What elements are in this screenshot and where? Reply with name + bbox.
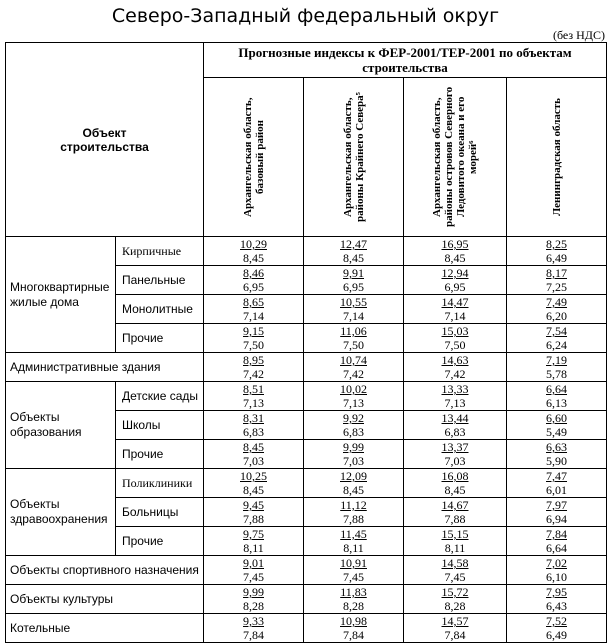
index-previous: 8,11	[343, 541, 364, 555]
index-cell	[204, 498, 304, 527]
index-current: 16,95	[441, 237, 469, 251]
index-cell	[404, 353, 507, 382]
index-current: 7,54	[546, 324, 568, 338]
index-previous: 7,03	[343, 454, 364, 468]
index-previous: 7,50	[444, 338, 466, 352]
index-cell	[404, 324, 507, 353]
index-current: 7,47	[546, 469, 568, 483]
table-row	[6, 237, 607, 266]
index-cell	[304, 498, 404, 527]
index-previous: 7,42	[243, 367, 264, 381]
index-current: 9,75	[243, 527, 264, 541]
index-current: 10,74	[340, 353, 367, 367]
index-previous: 6,83	[243, 425, 264, 439]
index-cell	[204, 614, 304, 643]
column-header	[204, 78, 304, 237]
index-previous: 6,49	[546, 628, 568, 642]
index-previous: 8,45	[444, 483, 466, 497]
group-label: Объекты спортивного назначения	[6, 556, 204, 585]
index-current: 13,37	[441, 440, 469, 454]
index-current: 7,84	[546, 527, 568, 541]
index-current: 9,15	[243, 324, 264, 338]
index-previous: 7,25	[546, 280, 568, 294]
index-cell	[204, 527, 304, 556]
index-cell	[204, 585, 304, 614]
index-previous: 8,45	[343, 483, 364, 497]
index-cell	[204, 237, 304, 266]
subgroup-label: Кирпичные	[116, 237, 204, 266]
index-current: 9,91	[343, 266, 364, 280]
index-current: 7,52	[546, 614, 568, 628]
table-row	[6, 556, 607, 585]
index-current: 6,64	[546, 382, 568, 396]
index-current: 6,63	[546, 440, 568, 454]
subgroup-label: Школы	[116, 411, 204, 440]
index-cell	[304, 353, 404, 382]
index-cell	[507, 382, 607, 411]
group-label: Административные здания	[6, 353, 204, 382]
index-current: 14,67	[441, 498, 469, 512]
index-previous: 8,11	[444, 541, 466, 555]
index-cell	[204, 556, 304, 585]
subgroup-label: Детские сады	[116, 382, 204, 411]
table-row	[6, 469, 607, 498]
index-cell	[404, 382, 507, 411]
index-previous: 7,13	[343, 396, 364, 410]
index-current: 8,45	[243, 440, 264, 454]
index-current: 12,47	[340, 237, 367, 251]
header-corner-text: Объект строительства	[60, 125, 149, 154]
index-cell	[204, 266, 304, 295]
index-cell	[304, 295, 404, 324]
index-current: 10,25	[240, 469, 267, 483]
index-current: 8,46	[243, 266, 264, 280]
index-previous: 6,24	[546, 338, 568, 352]
column-header-text: Архангельская область, районы островов Северного Ледовитого океана и его морей⁶	[431, 86, 479, 228]
index-cell	[507, 411, 607, 440]
table-row	[6, 382, 607, 411]
index-cell	[304, 411, 404, 440]
index-cell	[404, 440, 507, 469]
index-cell	[404, 411, 507, 440]
group-label: Многоквартирные жилые дома	[6, 237, 116, 353]
index-previous: 8,28	[243, 599, 264, 613]
index-current: 6,60	[546, 411, 568, 425]
index-current: 10,29	[240, 237, 267, 251]
index-previous: 6,95	[444, 280, 466, 294]
index-cell	[404, 614, 507, 643]
index-current: 8,51	[243, 382, 264, 396]
header-corner	[6, 43, 204, 237]
index-cell	[304, 614, 404, 643]
index-previous: 6,83	[343, 425, 364, 439]
index-cell	[507, 556, 607, 585]
index-cell	[204, 440, 304, 469]
index-cell	[507, 527, 607, 556]
subgroup-label: Прочие	[116, 440, 204, 469]
index-cell	[404, 498, 507, 527]
index-current: 12,09	[340, 469, 367, 483]
column-header-text: Архангельская область, базовый район	[241, 97, 266, 217]
index-current: 10,98	[340, 614, 367, 628]
index-cell	[404, 527, 507, 556]
index-cell	[507, 585, 607, 614]
index-previous: 7,03	[243, 454, 264, 468]
index-previous: 6,01	[546, 483, 568, 497]
group-label: Объекты культуры	[6, 585, 204, 614]
index-cell	[404, 556, 507, 585]
index-previous: 7,45	[343, 570, 364, 584]
index-current: 15,72	[441, 585, 469, 599]
index-previous: 7,50	[343, 338, 364, 352]
index-current: 12,94	[441, 266, 469, 280]
group-label: Объекты здравоохранения	[6, 469, 116, 556]
index-current: 11,45	[340, 527, 367, 541]
index-previous: 6,95	[243, 280, 264, 294]
index-previous: 6,95	[343, 280, 364, 294]
index-previous: 7,14	[343, 309, 364, 323]
index-previous: 6,83	[444, 425, 466, 439]
index-previous: 6,43	[546, 599, 568, 613]
index-current: 11,83	[340, 585, 367, 599]
index-current: 9,99	[343, 440, 364, 454]
index-current: 7,97	[546, 498, 568, 512]
index-cell	[304, 440, 404, 469]
index-cell	[507, 324, 607, 353]
index-previous: 8,45	[444, 251, 466, 265]
index-current: 14,57	[441, 614, 469, 628]
index-cell	[204, 353, 304, 382]
index-current: 7,95	[546, 585, 568, 599]
index-cell	[507, 353, 607, 382]
index-cell	[304, 469, 404, 498]
index-cell	[304, 527, 404, 556]
index-previous: 7,45	[243, 570, 264, 584]
index-previous: 7,42	[444, 367, 466, 381]
index-previous: 7,84	[243, 628, 264, 642]
subgroup-label: Больницы	[116, 498, 204, 527]
index-cell	[507, 440, 607, 469]
index-previous: 7,84	[343, 628, 364, 642]
index-previous: 7,50	[243, 338, 264, 352]
column-header	[507, 78, 607, 237]
index-cell	[404, 266, 507, 295]
index-current: 14,58	[441, 556, 469, 570]
index-current: 9,33	[243, 614, 264, 628]
index-previous: 7,88	[343, 512, 364, 526]
index-previous: 7,84	[444, 628, 466, 642]
index-previous: 8,11	[243, 541, 264, 555]
index-previous: 8,45	[243, 483, 264, 497]
index-previous: 6,94	[546, 512, 568, 526]
index-current: 7,02	[546, 556, 568, 570]
index-current: 11,06	[340, 324, 367, 338]
subgroup-label: Монолитные	[116, 295, 204, 324]
subgroup-label: Поликлиники	[116, 469, 204, 498]
group-label: Объекты образования	[6, 382, 116, 469]
index-cell	[304, 324, 404, 353]
index-cell	[304, 382, 404, 411]
index-cell	[507, 498, 607, 527]
table-row	[6, 585, 607, 614]
index-previous: 5,49	[546, 425, 568, 439]
index-current: 8,25	[546, 237, 568, 251]
index-cell	[204, 469, 304, 498]
index-cell	[507, 469, 607, 498]
index-previous: 7,42	[343, 367, 364, 381]
index-cell	[507, 237, 607, 266]
index-previous: 7,13	[243, 396, 264, 410]
index-previous: 5,90	[546, 454, 568, 468]
index-current: 13,33	[441, 382, 469, 396]
index-previous: 6,20	[546, 309, 568, 323]
index-cell	[204, 382, 304, 411]
index-current: 8,17	[546, 266, 568, 280]
index-current: 16,08	[441, 469, 469, 483]
index-previous: 7,03	[444, 454, 466, 468]
index-current: 8,31	[243, 411, 264, 425]
index-current: 15,15	[441, 527, 469, 541]
page-title: Северо-Западный федеральный округ	[111, 5, 500, 27]
index-previous: 6,13	[546, 396, 568, 410]
index-current: 7,49	[546, 295, 568, 309]
index-cell	[404, 237, 507, 266]
index-current: 9,99	[243, 585, 264, 599]
index-cell	[204, 411, 304, 440]
index-cell	[304, 237, 404, 266]
index-current: 14,63	[441, 353, 469, 367]
column-header-text: Архангельская область, районы Крайнего Севера⁵	[341, 92, 366, 222]
column-header	[304, 78, 404, 237]
index-current: 10,55	[340, 295, 367, 309]
index-previous: 6,64	[546, 541, 568, 555]
subgroup-label: Прочие	[116, 527, 204, 556]
index-cell	[204, 324, 304, 353]
index-cell	[404, 469, 507, 498]
column-header	[404, 78, 507, 237]
subgroup-label: Прочие	[116, 324, 204, 353]
index-previous: 7,88	[243, 512, 264, 526]
table-row	[6, 353, 607, 382]
index-current: 7,19	[546, 353, 568, 367]
index-previous: 7,45	[444, 570, 466, 584]
column-header-text: Ленинградская область	[550, 98, 563, 216]
index-previous: 6,49	[546, 251, 568, 265]
index-previous: 8,28	[343, 599, 364, 613]
index-previous: 7,88	[444, 512, 466, 526]
index-previous: 5,78	[546, 367, 568, 381]
index-cell	[204, 295, 304, 324]
index-cell	[304, 585, 404, 614]
index-previous: 8,45	[243, 251, 264, 265]
index-cell	[404, 585, 507, 614]
index-current: 13,44	[441, 411, 469, 425]
index-current: 9,01	[243, 556, 264, 570]
index-previous: 7,14	[243, 309, 264, 323]
index-cell	[304, 266, 404, 295]
index-previous: 6,10	[546, 570, 568, 584]
index-current: 10,02	[340, 382, 367, 396]
index-table	[5, 42, 607, 643]
index-previous: 7,13	[444, 396, 466, 410]
index-current: 14,47	[441, 295, 469, 309]
group-label: Котельные	[6, 614, 204, 643]
index-previous: 7,14	[444, 309, 466, 323]
index-current: 8,95	[243, 353, 264, 367]
index-current: 9,92	[343, 411, 364, 425]
header-main: Прогнозные индексы к ФЕР-2001/ТЕР-2001 по объектам строительства	[204, 43, 607, 78]
index-cell	[404, 295, 507, 324]
index-cell	[507, 614, 607, 643]
index-current: 10,91	[340, 556, 367, 570]
index-current: 8,65	[243, 295, 264, 309]
index-cell	[507, 266, 607, 295]
index-previous: 8,28	[444, 599, 466, 613]
table-row	[6, 614, 607, 643]
index-current: 15,03	[441, 324, 469, 338]
index-cell	[304, 556, 404, 585]
index-cell	[507, 295, 607, 324]
subgroup-label: Панельные	[116, 266, 204, 295]
index-current: 9,45	[243, 498, 264, 512]
vat-note: (без НДС)	[552, 28, 605, 42]
index-previous: 8,45	[343, 251, 364, 265]
index-current: 11,12	[340, 498, 367, 512]
